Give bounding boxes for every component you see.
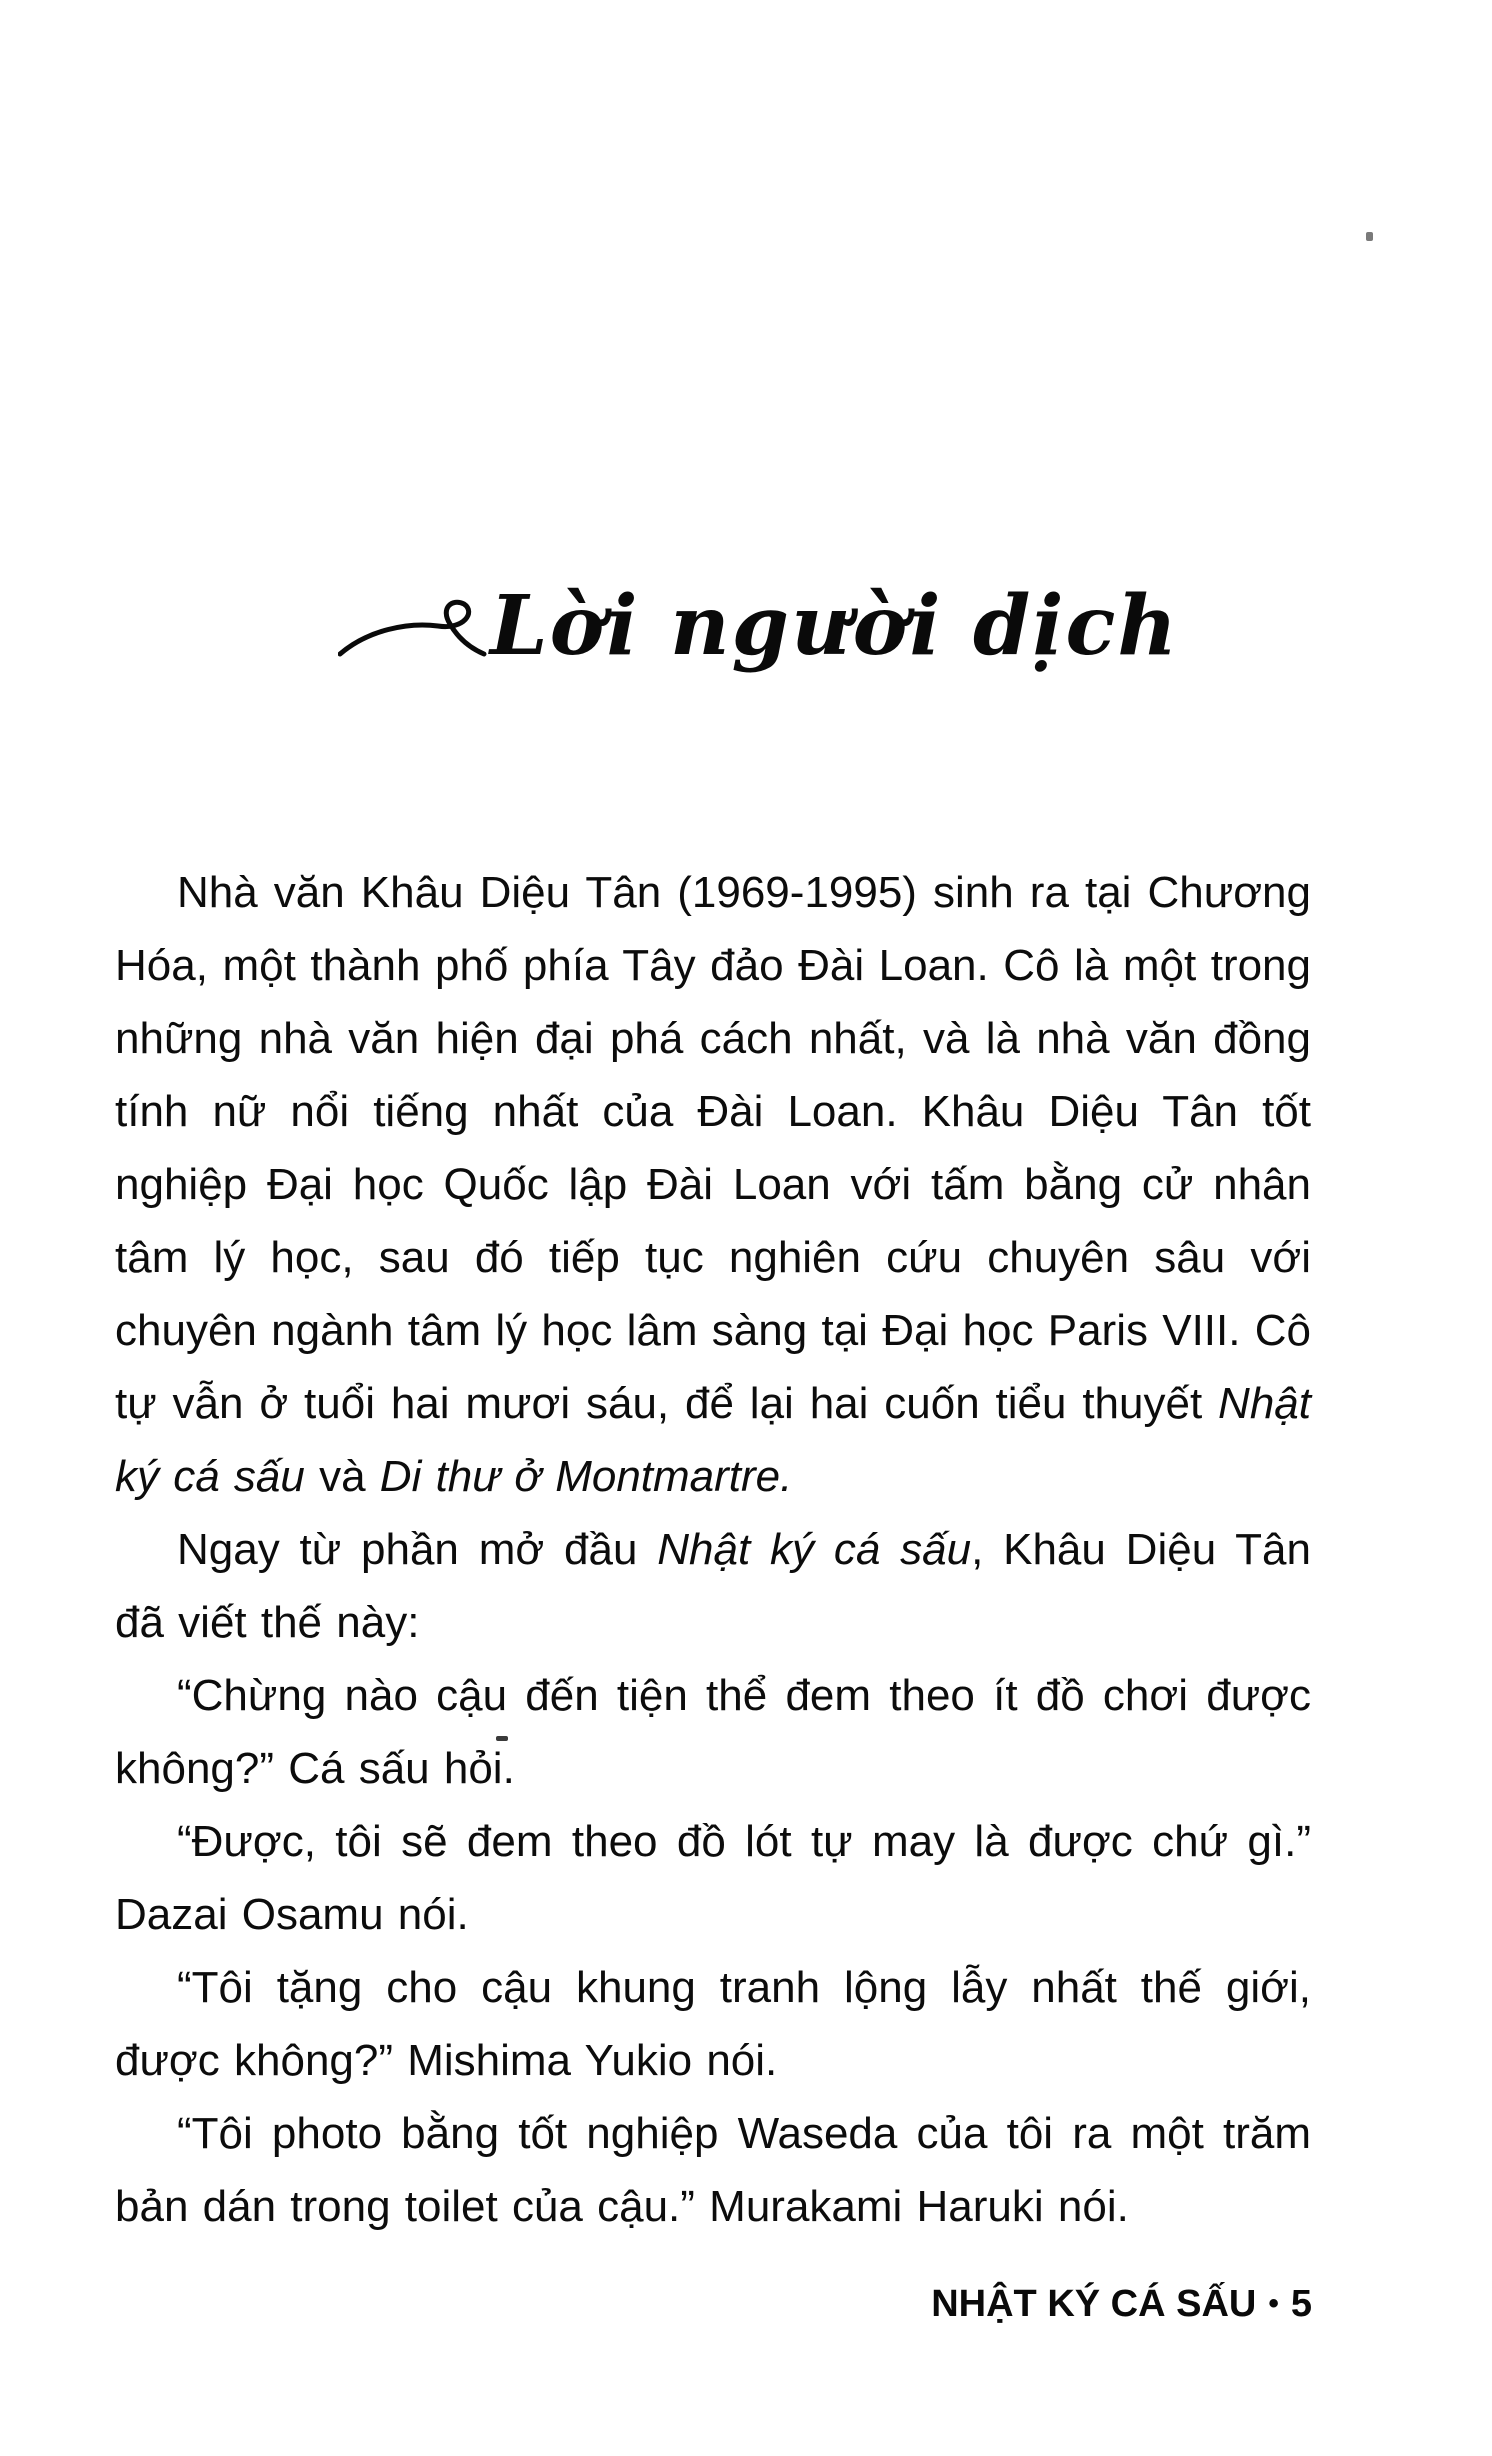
italic-text-run: Di thư ở Montmartre. [379,1452,793,1501]
text-run: “Tôi photo bằng tốt nghiệp Waseda của tôi ra một trăm bản dán trong toilet của cậu.” Murakami Haruki nói. [115,2109,1311,2231]
paragraph [115,1805,1311,1951]
text-run: và [304,1452,380,1501]
paragraph [115,2097,1311,2243]
ink-speck [1366,232,1373,241]
chapter-title-text: Lời người dịch [490,577,1180,674]
body-text [115,856,1311,2243]
text-run: “Tôi tặng cho cậu khung tranh lộng lẫy nhất thế giới, được không?” Mishima Yukio nói. [115,1963,1311,2085]
page-footer [931,2283,1312,2326]
ink-speck [496,1736,508,1741]
footer-page-number: 5 [1290,2283,1312,2325]
text-run: “Chừng nào cậu đến tiện thể đem theo ít đồ chơi được không?” Cá sấu hỏi. [115,1671,1311,1793]
paragraph [115,1659,1311,1805]
chapter-title [338,566,1179,686]
footer-book-title: NHẬT KÝ CÁ SẤU [931,2283,1257,2325]
footer-separator: • [1268,2287,1279,2320]
italic-text-run: Nhật ký cá sấu [115,1379,1311,1501]
text-run: Ngay từ phần mở đầu [177,1525,658,1574]
text-run: Nhà văn Khâu Diệu Tân (1969-1995) sinh ra tại Chương Hóa, một thành phố phía Tây đảo Đài Loan. Cô là một trong những nhà văn hiện đại phá cách nhất, và là nhà văn đồng tính nữ nổi tiếng nhất của Đài Loan. Khâu Diệu Tân tốt nghiệp Đại học Quốc lập Đài Loan với tấm bằng cử nhân tâm lý học, sau đó tiếp tục nghiên cứu chuyên sâu với chuyên ngành tâm lý học lâm sàng tại Đại học Paris VIII. Cô tự vẫn ở tuổi hai mươi sáu, để lại hai cuốn tiểu thuyết [115,868,1311,1428]
text-run: “Được, tôi sẽ đem theo đồ lót tự may là được chứ gì.” Dazai Osamu nói. [115,1817,1311,1939]
italic-text-run: Nhật ký cá sấu [657,1525,972,1574]
text-run: , Khâu Diệu Tân đã viết thế này: [115,1525,1311,1647]
paragraph [115,856,1311,1513]
paragraph [115,1513,1311,1659]
paragraph [115,1951,1311,2097]
title-flourish-swash-icon [338,596,488,686]
